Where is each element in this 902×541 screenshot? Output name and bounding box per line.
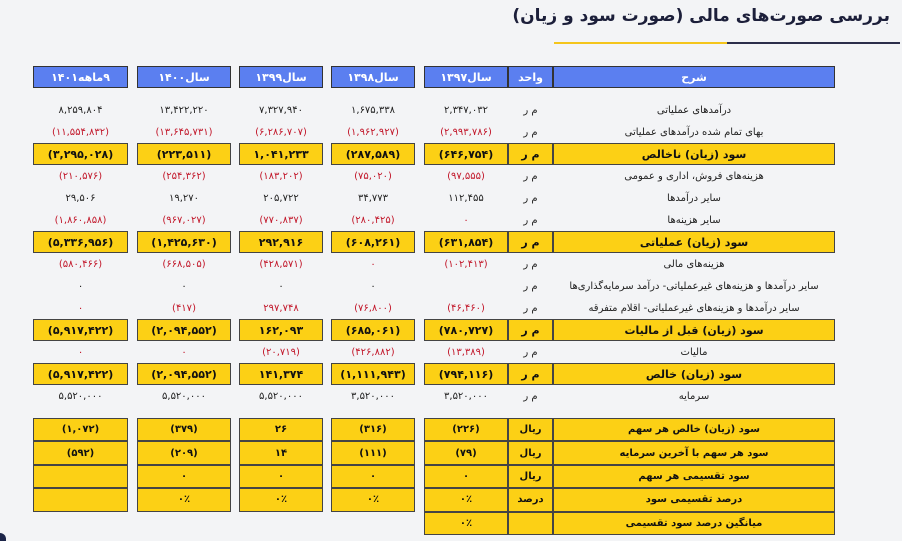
value-1401: ۸,۲۵۹,۸۰۴ [58,104,103,116]
value-1400: (۲,۰۹۴,۵۵۲) [137,363,231,385]
value-1401: (۲۱۰,۵۷۶) [58,170,103,182]
value-1399: ۰ [278,280,284,292]
row-description: هزینه‌های مالی [663,258,725,270]
value-1400: ۰ [181,346,187,358]
value-1397: (۹۷,۵۵۵) [447,170,485,182]
income-statement-table [33,66,835,535]
value-1397: (۱۰۲,۴۱۳) [444,258,488,270]
value-1397: (۴۶,۴۶۰) [447,302,485,314]
value-1400: (۱,۴۲۵,۶۳۰) [137,231,231,253]
row-unit: م ر [523,126,538,138]
value-1398: (۶۰۸,۲۶۱) [331,231,415,253]
value-1401: ۰ [77,280,84,292]
ratio-unit: ریال [508,465,553,488]
value-1401: (۱,۸۶۰,۸۵۸) [54,214,107,226]
row-unit: م ر [523,346,538,358]
value-1398: ۱,۶۷۵,۳۳۸ [351,104,395,116]
value-1398: ۰ [370,258,376,270]
header-year-1401: ۹ماهه۱۴۰۱ [33,66,128,88]
value-1401: (۱۱,۵۵۴,۸۳۲) [51,126,110,138]
value-1400: (۶۶۸,۵۰۵) [162,258,206,270]
row-description: سایر درآمدها [667,192,721,204]
value-1399: (۲۰,۷۱۹) [262,346,300,358]
row-description: سایر درآمدها و هزینه‌های غیرعملیاتی- درآمد سرمایه‌گذاری‌ها [569,280,819,292]
row-description: بهای تمام شده درآمدهای عملیاتی [624,126,764,138]
value-1398: (۴۲۶,۸۸۲) [351,346,395,358]
row-unit: م ر [523,170,538,182]
value-1399: (۱۸۳,۲۰۲) [259,170,303,182]
row-unit: م ر [508,319,553,341]
value-1397: ۱۱۲,۴۵۵ [448,192,484,204]
header-unit: واحد [508,66,553,88]
row-unit: م ر [523,214,538,226]
value-1397: (۱۳,۳۸۹) [447,346,485,358]
header-year-1398: سال۱۳۹۸ [331,66,415,88]
row-description: سود (زیان) قبل از مالیات [553,319,835,341]
value-1398: (۷۵,۰۲۰) [354,170,392,182]
ratio-unit: درصد [508,488,553,511]
ratio-value-1399: ۰ [239,465,323,488]
row-unit: م ر [508,143,553,165]
value-1398: (۶۸۵,۰۶۱) [331,319,415,341]
value-1398: (۷۶,۸۰۰) [354,302,392,314]
value-1400: ۱۳,۴۲۲,۲۲۰ [159,104,209,116]
value-1400: ۵,۵۲۰,۰۰۰ [162,390,206,402]
ratio-value-1401: (۵۹۲) [33,441,128,464]
value-1399: (۷۷۰,۸۳۷) [259,214,303,226]
row-description: درآمدهای عملیاتی [656,104,732,116]
header-year-1400: سال۱۴۰۰ [137,66,231,88]
row-description: سود (زیان) ناخالص [553,143,835,165]
value-1397: ۰ [463,214,469,226]
ratio-value-1399: ۲۶ [239,418,323,441]
value-1399: ۱۴۱,۳۷۴ [239,363,323,385]
row-unit: م ر [523,280,538,292]
value-1401: ۵,۵۲۰,۰۰۰ [58,390,103,402]
value-1401: ۰ [77,346,84,358]
value-1399: ۲۰۵,۷۲۲ [263,192,299,204]
value-1397: (۲,۹۹۳,۷۸۶) [440,126,492,138]
value-1397: (۷۸۰,۷۲۷) [424,319,508,341]
page-title: بررسی صورت‌های مالی (صورت سود و زیان) [512,6,890,26]
value-1401: (۵,۹۱۷,۴۲۲) [33,363,128,385]
ratio-value-1401 [33,465,128,488]
value-1398: ۰ [370,280,376,292]
ratio-value-1397: ۰ [424,465,508,488]
value-1401: (۵,۹۱۷,۴۲۲) [33,319,128,341]
value-1399: ۱۶۲,۰۹۳ [239,319,323,341]
value-1399: (۶,۲۸۶,۷۰۷) [255,126,307,138]
row-description: هزینه‌های فروش، اداری و عمومی [624,170,764,182]
value-1399: (۴۲۸,۵۷۱) [259,258,303,270]
ratio-value-1398: ۰ [331,465,415,488]
value-1397: (۶۳۱,۸۵۴) [424,231,508,253]
ratio-unit: ریال [508,441,553,464]
title-underline [727,42,900,44]
ratio-value-1400: (۳۷۹) [137,418,231,441]
ratio-value-1400: ۰ [137,465,231,488]
row-unit: م ر [508,231,553,253]
value-1399: ۲۹۷,۷۴۸ [263,302,299,314]
row-unit: م ر [523,258,538,270]
value-1399: ۲۹۲,۹۱۶ [239,231,323,253]
ratio-description: سود (زیان) خالص هر سهم [553,418,835,441]
row-unit: م ر [523,390,538,402]
ratio-description: سود تقسیمی هر سهم [553,465,835,488]
corner-decoration [0,533,6,541]
value-1398: ۳,۵۲۰,۰۰۰ [351,390,395,402]
row-description: سود (زیان) خالص [553,363,835,385]
value-1397: ۳,۵۲۰,۰۰۰ [444,390,488,402]
ratio-description: درصد تقسیمی سود [553,488,835,511]
ratio-value-1397: ۰٪ [424,512,508,535]
value-1400: (۲۲۳,۵۱۱) [137,143,231,165]
ratio-description: میانگین درصد سود تقسیمی [553,512,835,535]
value-1400: (۹۶۷,۰۲۷) [162,214,206,226]
title-underline-accent [554,42,727,44]
ratio-value-1397: ۰٪ [424,488,508,511]
ratio-value-1397: (۷۹) [424,441,508,464]
ratio-value-1399: ۰٪ [239,488,323,511]
value-1401: ۰ [77,302,84,314]
value-1398: (۲۸۰,۴۲۵) [351,214,395,226]
value-1401: (۳,۲۹۵,۰۲۸) [33,143,128,165]
header-year-1399: سال۱۳۹۹ [239,66,323,88]
value-1400: (۴۱۷) [172,302,196,314]
ratio-value-1398: ۰٪ [331,488,415,511]
ratio-value-1400: (۲۰۹) [137,441,231,464]
value-1400: (۲,۰۹۴,۵۵۲) [137,319,231,341]
row-unit: م ر [523,192,538,204]
ratio-value-1398: (۳۱۶) [331,418,415,441]
value-1399: ۵,۵۲۰,۰۰۰ [259,390,303,402]
value-1397: (۶۴۶,۷۵۴) [424,143,508,165]
value-1400: (۱۳,۶۴۵,۷۳۱) [155,126,213,138]
value-1399: ۷,۳۲۷,۹۴۰ [259,104,303,116]
ratio-unit: ریال [508,418,553,441]
value-1398: (۲۸۷,۵۸۹) [331,143,415,165]
row-description: سایر درآمدها و هزینه‌های غیرعملیاتی- اقلام متفرقه [588,302,800,314]
value-1401: (۵,۳۳۶,۹۵۶) [33,231,128,253]
row-unit: م ر [523,104,538,116]
value-1398: ۳۴,۷۷۳ [357,192,389,204]
value-1399: ۱,۰۴۱,۲۳۳ [239,143,323,165]
value-1398: (۱,۱۱۱,۹۴۳) [331,363,415,385]
ratio-value-1399: ۱۴ [239,441,323,464]
row-description: سایر هزینه‌ها [667,214,721,226]
ratio-unit [508,512,553,535]
row-unit: م ر [508,363,553,385]
value-1400: ۱۹,۲۷۰ [168,192,200,204]
ratio-value-1397: (۲۲۶) [424,418,508,441]
value-1397: ۲,۳۴۷,۰۳۲ [444,104,488,116]
ratio-value-1401: (۱,۰۷۲) [33,418,128,441]
header-description: شرح [553,66,835,88]
value-1401: ۲۹,۵۰۶ [65,192,96,204]
value-1401: (۵۸۰,۴۶۶) [58,258,103,270]
row-description: سرمایه [678,390,710,402]
value-1400: (۲۵۴,۳۶۲) [162,170,206,182]
row-unit: م ر [523,302,538,314]
ratio-value-1398: (۱۱۱) [331,441,415,464]
value-1397 [424,275,508,297]
value-1400: ۰ [181,280,187,292]
value-1397: (۷۹۴,۱۱۶) [424,363,508,385]
ratio-value-1401 [33,488,128,511]
ratio-value-1400: ۰٪ [137,488,231,511]
row-description: مالیات [680,346,708,358]
header-year-1397: سال۱۳۹۷ [424,66,508,88]
row-description: سود (زیان) عملیاتی [553,231,835,253]
value-1398: (۱,۹۶۲,۹۲۷) [347,126,399,138]
ratio-description: سود هر سهم با آخرین سرمایه [553,441,835,464]
